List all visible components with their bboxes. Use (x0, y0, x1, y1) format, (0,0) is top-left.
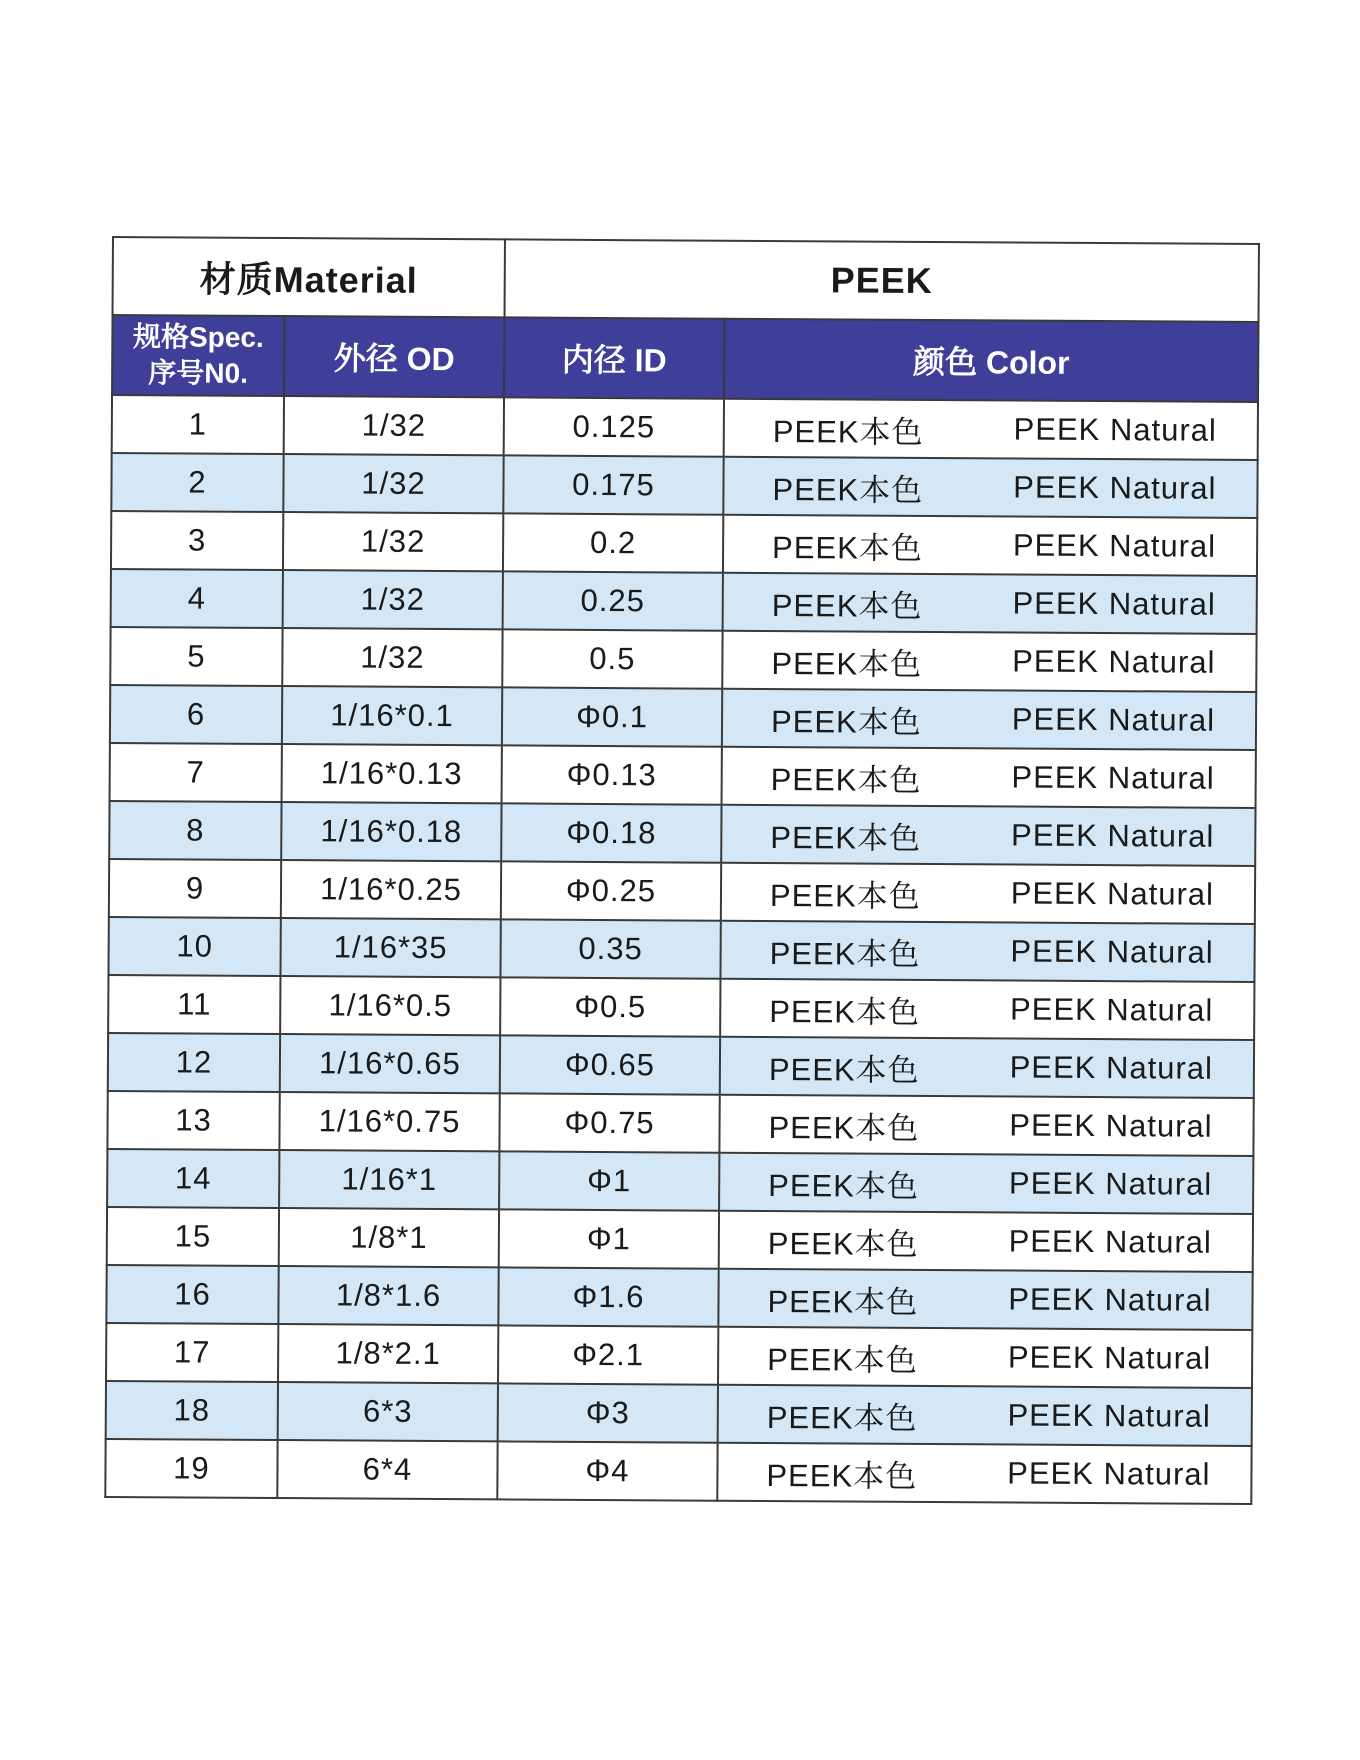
color-cell (719, 1095, 1253, 1156)
color-cell (718, 1327, 1252, 1388)
color-values (721, 1043, 1253, 1091)
color-values (724, 463, 1256, 511)
color-values (723, 637, 1255, 685)
color-chinese: PEEK本色 (768, 1109, 920, 1146)
table-row (108, 1033, 1254, 1098)
color-values (720, 1101, 1252, 1149)
outer-diameter: 1/32 (283, 512, 503, 571)
inner-diameter: 0.2 (503, 513, 723, 572)
inner-diameter: Φ0.1 (502, 687, 722, 746)
color-english: PEEK Natural (1009, 1107, 1213, 1144)
color-cell (722, 631, 1256, 692)
color-values (721, 985, 1253, 1033)
outer-diameter: 1/16*0.65 (280, 1034, 500, 1093)
row-number: 10 (108, 917, 280, 976)
color-values (720, 1159, 1252, 1207)
color-cell (723, 573, 1257, 634)
spec-sheet (104, 236, 1258, 1505)
color-chinese: PEEK本色 (767, 1341, 918, 1378)
table-row (105, 1439, 1251, 1504)
color-english: PEEK Natural (1011, 701, 1216, 738)
color-cell (718, 1269, 1252, 1330)
color-values (724, 579, 1256, 627)
color-english: PEEK Natural (1010, 933, 1214, 970)
color-values (724, 521, 1256, 569)
color-cell (722, 747, 1256, 808)
od-header: 外径 OD (284, 316, 504, 397)
outer-diameter: 1/32 (283, 570, 503, 629)
outer-diameter: 1/32 (283, 454, 503, 513)
table-row (106, 1323, 1252, 1388)
outer-diameter: 6*4 (277, 1440, 497, 1499)
row-number: 3 (111, 511, 283, 570)
color-header: 颜色 Color (724, 319, 1258, 402)
inner-diameter: Φ2.1 (498, 1325, 718, 1384)
color-english: PEEK Natural (1007, 1397, 1211, 1434)
color-chinese: PEEK本色 (769, 993, 921, 1030)
table-row (108, 917, 1254, 982)
outer-diameter: 1/8*2.1 (278, 1324, 498, 1383)
table-row (111, 569, 1257, 634)
column-header-row (112, 315, 1258, 402)
color-cell (722, 689, 1256, 750)
row-number: 6 (110, 685, 282, 744)
color-values (722, 927, 1254, 975)
outer-diameter: 1/16*0.5 (280, 976, 500, 1035)
row-number: 8 (109, 801, 281, 860)
outer-diameter: 6*3 (278, 1382, 498, 1441)
inner-diameter: 0.25 (503, 571, 723, 630)
color-chinese: PEEK本色 (767, 1283, 919, 1320)
inner-diameter: Φ0.13 (502, 745, 722, 804)
color-chinese: PEEK本色 (771, 587, 923, 624)
row-number: 18 (106, 1381, 278, 1440)
color-chinese: PEEK本色 (770, 761, 922, 798)
spec-table (104, 236, 1260, 1505)
inner-diameter: Φ1 (499, 1151, 719, 1210)
table-row (111, 453, 1257, 518)
color-english: PEEK Natural (1012, 527, 1217, 564)
table-row (107, 1207, 1253, 1272)
outer-diameter: 1/16*1 (279, 1150, 499, 1209)
inner-diameter: Φ0.25 (501, 861, 721, 920)
inner-diameter: Φ3 (498, 1383, 718, 1442)
outer-diameter: 1/16*0.1 (282, 686, 502, 745)
row-number: 5 (110, 627, 282, 686)
color-cell (724, 399, 1258, 460)
color-english: PEEK Natural (1007, 1339, 1212, 1376)
color-cell (723, 515, 1257, 576)
inner-diameter: Φ0.18 (501, 803, 721, 862)
color-chinese: PEEK本色 (770, 819, 922, 856)
color-english: PEEK Natural (1012, 643, 1216, 680)
row-number: 14 (107, 1149, 279, 1208)
spec-header-line1: 规格Spec. (132, 321, 264, 353)
row-number: 11 (108, 975, 280, 1034)
table-row (112, 395, 1258, 460)
color-values (725, 405, 1257, 453)
row-number: 2 (111, 453, 283, 512)
color-values (722, 869, 1254, 917)
color-cell (718, 1385, 1252, 1446)
color-chinese: PEEK本色 (771, 645, 923, 682)
color-values (722, 811, 1254, 859)
outer-diameter: 1/8*1.6 (278, 1266, 498, 1325)
outer-diameter: 1/16*0.13 (282, 744, 502, 803)
color-english: PEEK Natural (1013, 469, 1217, 506)
inner-diameter: 0.175 (503, 455, 723, 514)
color-english: PEEK Natural (1009, 1049, 1214, 1086)
row-number: 4 (111, 569, 283, 628)
inner-diameter: 0.125 (504, 397, 724, 456)
table-row (108, 975, 1254, 1040)
color-values (723, 753, 1255, 801)
color-chinese: PEEK本色 (767, 1225, 919, 1262)
table-row (106, 1265, 1252, 1330)
color-chinese: PEEK本色 (768, 1051, 920, 1088)
color-chinese: PEEK本色 (770, 703, 922, 740)
color-values (718, 1449, 1250, 1497)
color-cell (719, 1211, 1253, 1272)
table-row (109, 859, 1255, 924)
material-row (113, 237, 1259, 322)
color-chinese: PEEK本色 (772, 413, 924, 450)
table-row (107, 1091, 1253, 1156)
table-row (110, 627, 1256, 692)
inner-diameter: 0.35 (500, 919, 720, 978)
inner-diameter: Φ0.65 (500, 1035, 720, 1094)
color-english: PEEK Natural (1012, 585, 1216, 622)
row-number: 1 (112, 395, 284, 454)
color-cell (723, 457, 1257, 518)
color-english: PEEK Natural (1010, 875, 1215, 912)
inner-diameter: 0.5 (502, 629, 722, 688)
color-values (723, 695, 1255, 743)
outer-diameter: 1/16*0.18 (281, 802, 501, 861)
color-cell (720, 921, 1254, 982)
color-values (719, 1275, 1251, 1323)
color-cell (717, 1443, 1251, 1504)
inner-diameter: Φ0.5 (500, 977, 720, 1036)
row-number: 9 (109, 859, 281, 918)
color-chinese: PEEK本色 (768, 1167, 920, 1204)
outer-diameter: 1/16*35 (280, 918, 500, 977)
id-header: 内径 ID (504, 317, 724, 398)
color-chinese: PEEK本色 (772, 471, 924, 508)
row-number: 13 (107, 1091, 279, 1150)
color-chinese: PEEK本色 (766, 1457, 918, 1494)
outer-diameter: 1/16*0.75 (279, 1092, 499, 1151)
color-english: PEEK Natural (1007, 1455, 1211, 1492)
outer-diameter: 1/32 (284, 396, 504, 455)
color-cell (720, 1037, 1254, 1098)
color-cell (720, 979, 1254, 1040)
table-row (107, 1149, 1253, 1214)
color-english: PEEK Natural (1008, 1165, 1213, 1202)
inner-diameter: Φ4 (497, 1441, 717, 1500)
color-chinese: PEEK本色 (766, 1399, 918, 1436)
color-english: PEEK Natural (1011, 759, 1215, 796)
inner-diameter: Φ1.6 (498, 1267, 718, 1326)
inner-diameter: Φ0.75 (499, 1093, 719, 1152)
material-value: PEEK (505, 239, 1259, 322)
row-number: 7 (110, 743, 282, 802)
spec-no-header (112, 315, 284, 396)
row-number: 12 (108, 1033, 280, 1092)
color-cell (719, 1153, 1253, 1214)
row-number: 19 (105, 1439, 277, 1498)
color-cell (721, 805, 1255, 866)
table-row (106, 1381, 1252, 1446)
color-values (719, 1333, 1251, 1381)
outer-diameter: 1/32 (282, 628, 502, 687)
color-english: PEEK Natural (1011, 817, 1215, 854)
spec-header-line2: 序号N0. (148, 357, 249, 389)
table-row (109, 801, 1255, 866)
color-values (720, 1217, 1252, 1265)
color-chinese: PEEK本色 (772, 529, 923, 566)
color-cell (721, 863, 1255, 924)
row-number: 16 (106, 1265, 278, 1324)
table-row (110, 685, 1256, 750)
spec-table-body (105, 395, 1258, 1504)
color-english: PEEK Natural (1009, 991, 1214, 1028)
color-english: PEEK Natural (1013, 411, 1217, 448)
row-number: 15 (107, 1207, 279, 1266)
color-values (719, 1391, 1251, 1439)
inner-diameter: Φ1 (499, 1209, 719, 1268)
outer-diameter: 1/16*0.25 (281, 860, 501, 919)
row-number: 17 (106, 1323, 278, 1382)
outer-diameter: 1/8*1 (279, 1208, 499, 1267)
color-chinese: PEEK本色 (769, 877, 921, 914)
color-english: PEEK Natural (1008, 1281, 1212, 1318)
table-row (111, 511, 1257, 576)
material-label: 材质Material (113, 237, 505, 317)
table-row (110, 743, 1256, 808)
color-chinese: PEEK本色 (769, 935, 921, 972)
color-english: PEEK Natural (1008, 1223, 1212, 1260)
